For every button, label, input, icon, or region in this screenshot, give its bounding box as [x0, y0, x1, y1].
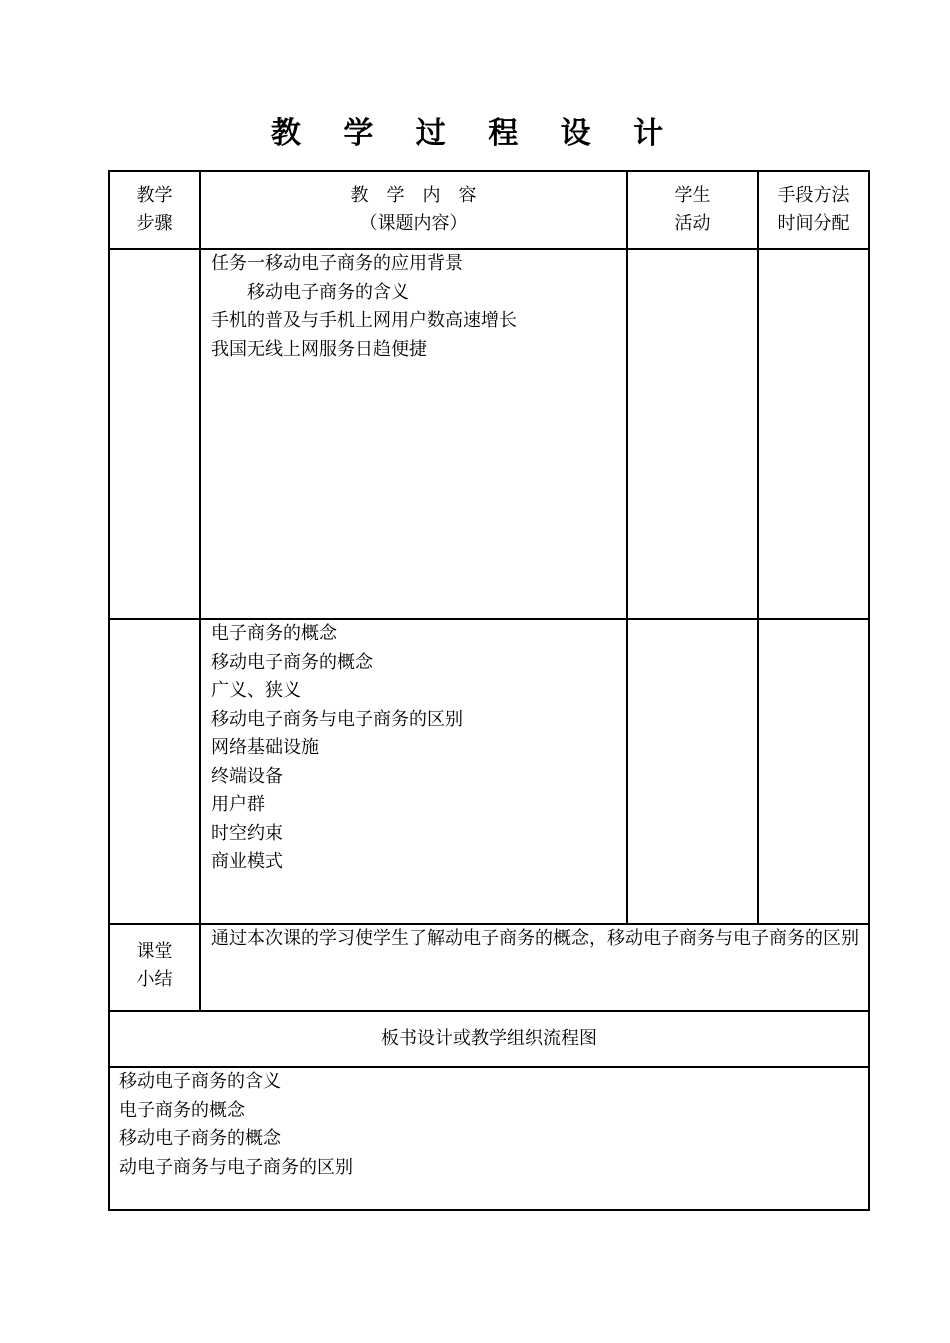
- header-step-line2: 步骤: [136, 213, 173, 234]
- list-item: 终端设备: [211, 765, 283, 787]
- summary-label: [110, 938, 199, 994]
- header-student-line1: 学生: [674, 185, 711, 206]
- header-student: [628, 182, 757, 238]
- header-method-line1: 手段方法: [777, 185, 850, 206]
- table-border-bottom: [108, 1209, 870, 1211]
- list-item: 广义、狭义: [211, 680, 301, 701]
- list-item: 任务一移动电子商务的应用背景: [211, 253, 463, 274]
- list-item: 移动电子商务的概念: [119, 1128, 281, 1149]
- row-1-content: [211, 250, 623, 364]
- header-step: [110, 182, 199, 238]
- list-item: 商业模式: [211, 851, 283, 872]
- summary-label-line2: 小结: [136, 969, 173, 990]
- table-border-right: [868, 170, 870, 1211]
- summary-text: 通过本次课的学习使学生了解动电子商务的概念，移动电子商务与电子商务的区别: [211, 928, 859, 949]
- page-title: 教 学 过 程 设 计: [270, 116, 680, 151]
- header-step-line1: 教学: [136, 185, 173, 206]
- list-item: 我国无线上网服务日趋便捷: [211, 338, 427, 360]
- header-content: [201, 182, 626, 238]
- list-item: 手机的普及与手机上网用户数高速增长: [211, 310, 517, 331]
- list-item: 移动电子商务与电子商务的区别: [211, 708, 463, 730]
- list-item: 电子商务的概念: [211, 623, 337, 644]
- summary-label-line1: 课堂: [136, 941, 173, 962]
- board-heading: 板书设计或教学组织流程图: [381, 1028, 597, 1049]
- header-content-line2: （课题内容）: [359, 213, 468, 234]
- list-item: 网络基础设施: [211, 737, 319, 758]
- list-item: 用户群: [211, 794, 265, 815]
- header-method: [759, 182, 868, 238]
- column-divider: [757, 170, 759, 925]
- list-item: 电子商务的概念: [119, 1099, 245, 1121]
- column-divider: [626, 170, 628, 925]
- lesson-table: [108, 170, 870, 1211]
- column-divider: [199, 170, 201, 1012]
- table-border-top: [108, 170, 870, 172]
- list-item: 移动电子商务的含义: [211, 281, 409, 303]
- board-content: [119, 1068, 864, 1182]
- header-student-line2: 活动: [674, 213, 711, 234]
- list-item: 动电子商务与电子商务的区别: [119, 1156, 353, 1178]
- row-2-content: [211, 620, 623, 877]
- list-item: 移动电子商务的含义: [119, 1071, 281, 1092]
- list-item: 移动电子商务的概念: [211, 651, 373, 673]
- header-method-line2: 时间分配: [777, 213, 850, 234]
- header-content-line1: 教 学 内 容: [350, 185, 477, 206]
- list-item: 时空约束: [211, 822, 283, 844]
